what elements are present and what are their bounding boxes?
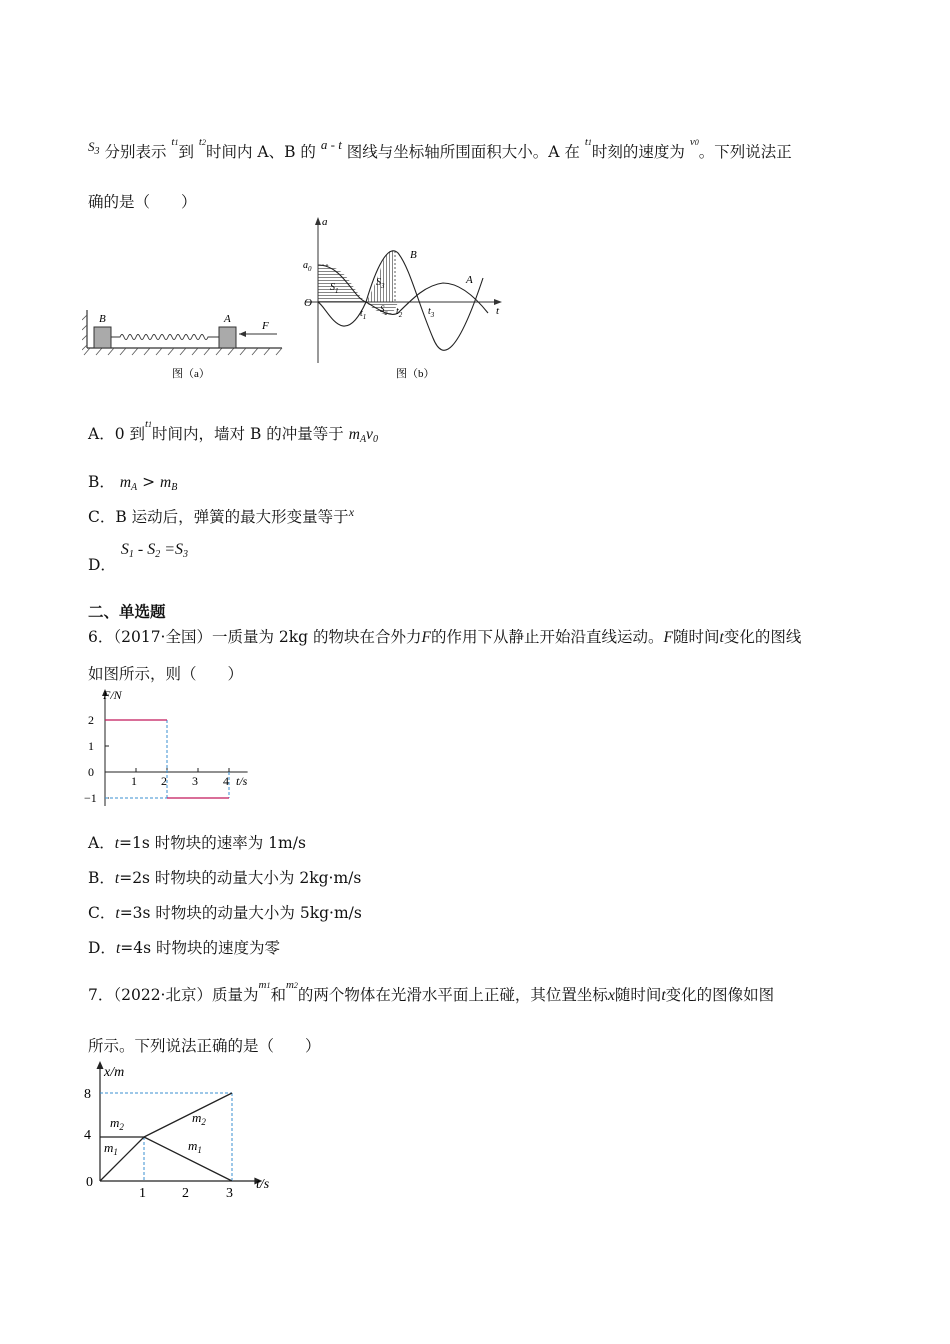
q6-option-a: A．t=1s 时物块的速率为 1m/s <box>88 834 306 852</box>
q6-ytick: −1 <box>84 791 97 805</box>
q6-stem-line1: 6．（2017·全国）一质量为 2kg 的物块在合外力F的作用下从静止开始沿直线运动。F随时间t变化的图线 <box>88 628 802 646</box>
svg-text:a: a <box>322 216 328 228</box>
q7-xtick: 2 <box>182 1186 189 1201</box>
svg-text:t3: $t_3$ <box>428 306 435 319</box>
q6-xtick: 3 <box>192 774 198 788</box>
q5-option-b: B． $m_A > m_B$ <box>88 473 178 493</box>
q7-ytick: 8 <box>84 1087 91 1102</box>
q6-ylabel: F/N <box>103 688 122 702</box>
svg-text:S2: $S_2$ <box>380 304 388 317</box>
svg-text:S3: $S_3$ <box>376 277 385 290</box>
svg-text:a0: $a_0$ <box>303 260 312 273</box>
q5-option-c: C．B 运动后，弹簧的最大形变量等于$^x$ <box>88 505 355 526</box>
q5-option-d: D． $S_1 - S_2 =S_3$ <box>88 541 188 574</box>
q6-xtick: 4 <box>223 774 229 788</box>
q7-label-m1-left: $m_1$ <box>104 1140 118 1157</box>
q7-label-m2-right: $m_2$ <box>192 1110 206 1127</box>
block-a <box>219 327 236 348</box>
q7-stem-line2: 所示。下列说法正确的是（ ） <box>88 1037 321 1055</box>
svg-text:B: B <box>410 249 417 261</box>
block-b <box>94 327 111 348</box>
svg-text:A: A <box>466 274 473 286</box>
q5-figure-a <box>82 305 292 390</box>
q7-xlabel: t/s <box>256 1177 270 1192</box>
q7-ytick: 0 <box>86 1175 93 1190</box>
svg-text:t1: $t_1$ <box>360 308 367 321</box>
section-heading: 二、单选题 <box>88 602 166 621</box>
q6-ytick: 0 <box>88 765 94 779</box>
q6-ytick: 1 <box>88 739 94 753</box>
q7-ytick: 4 <box>84 1128 91 1143</box>
spring <box>111 335 219 340</box>
q6-xlabel: t/s <box>236 774 248 788</box>
q6-force-chart <box>80 685 260 810</box>
q7-label-m2-left: $m_2$ <box>110 1115 124 1132</box>
q5-option-a: A．0 到$^{t1}$时间内，墙对 B 的冲量等于 $m_Av_0$ <box>88 418 378 445</box>
svg-text:S1: $S_1$ <box>330 282 339 295</box>
caption-a: 图（a） <box>172 368 210 380</box>
q7-position-chart <box>80 1058 285 1203</box>
q6-xtick: 1 <box>131 774 137 788</box>
q5-figure-b <box>298 213 513 383</box>
label-f: F <box>262 320 269 332</box>
q7-m2-segment <box>144 1093 232 1137</box>
caption-b: 图（b） <box>396 368 435 380</box>
q5-stem-line2: 确的是（ ） <box>88 193 197 211</box>
q6-xtick: 2 <box>161 774 167 788</box>
q6-ytick: 2 <box>88 713 94 727</box>
q5-s3: S3 <box>88 139 100 157</box>
q6-option-c: C．t=3s 时物块的动量大小为 5kg·m/s <box>88 904 362 922</box>
q7-ylabel: x/m <box>104 1065 125 1080</box>
q5-stem-line1: $^{S_3}$ 分别表示 $^{t1}$到 $^{t2}$时间内 A、B 的 $^{a - t}$ 图线与坐标轴所围面积大小。A 在 $^{t1}$时刻的速度为 $^{v0}$。下列说法正 <box>88 136 792 161</box>
q6-option-d: D．t=4s 时物块的速度为零 <box>88 939 280 957</box>
label-a: A <box>224 313 231 325</box>
q6-stem-line2: 如图所示，则（ ） <box>88 665 244 683</box>
q6-option-b: B．t=2s 时物块的动量大小为 2kg·m/s <box>88 869 362 887</box>
q7-y-arrow <box>97 1061 104 1069</box>
q7-stem-line1: 7．（2022·北京）质量为$^{m1}$和$^{m2}$的两个物体在光滑水平面上正碰，其位置坐标x随时间t变化的图像如图 <box>88 979 775 1004</box>
q7-xtick: 1 <box>139 1186 146 1201</box>
q7-label-m1-right: $m_1$ <box>188 1138 202 1155</box>
svg-text:t2: $t_2$ <box>396 306 403 319</box>
q7-xtick: 3 <box>226 1186 233 1201</box>
label-b: B <box>99 313 106 325</box>
svg-text:t: t <box>496 305 500 317</box>
svg-text:O: O <box>304 297 312 309</box>
